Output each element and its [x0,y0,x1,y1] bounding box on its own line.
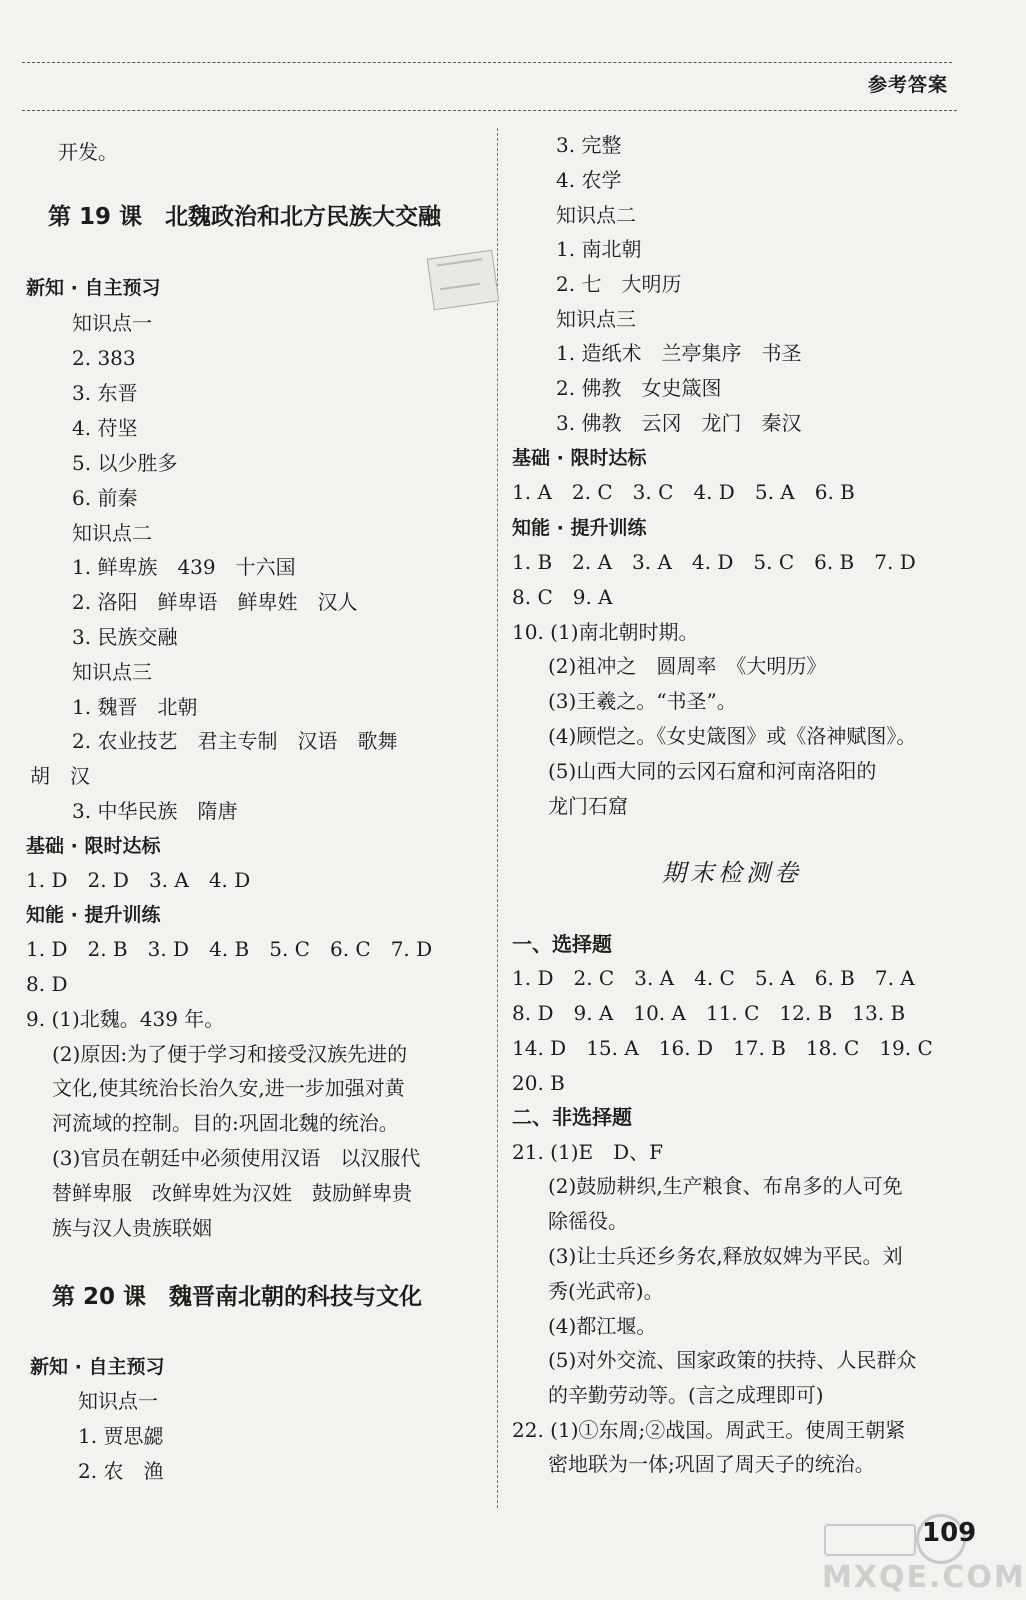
l19-basic-heading: 基础 · 限时达标 [26,835,161,857]
lesson-19-title: 第 19 课 北魏政治和北方民族大交融 [48,204,442,230]
lesson-20-title: 第 20 课 魏晋南北朝的科技与文化 [52,1284,423,1310]
l19-q9-line: (3)官员在朝廷中必须使用汉语 以汉服代 [52,1146,421,1170]
l19-kp1-item: 4. 苻坚 [72,416,138,440]
exam-part1-heading: 一、选择题 [512,932,612,956]
continuation-text: 开发。 [58,140,118,164]
exam-q21-line: (3)让士兵还乡务农,释放奴婢为平民。刘 [548,1244,903,1268]
l19-q9-line: 9. (1)北魏。439 年。 [26,1007,225,1031]
r-kp2-item: 1. 南北朝 [556,237,642,261]
r-basic-answers: 1. A 2. C 3. C 4. D 5. A 6. B [512,480,855,504]
r-kp1-item: 3. 完整 [556,133,622,157]
exam-q21-line: 21. (1)E D、F [512,1140,664,1164]
stamp-mark [427,250,500,311]
l19-kp2-label: 知识点二 [72,521,152,545]
l19-q9-line: 替鲜卑服 改鲜卑姓为汉姓 鼓励鲜卑贵 [52,1181,412,1205]
exam-q22-line: 22. (1)①东周;②战国。周武王。使周王朝紧 [512,1418,906,1442]
r-q10-line: (2)祖冲之 圆周率 《大明历》 [548,654,827,678]
l20-kp1-item: 2. 农 渔 [78,1459,164,1483]
r-q10-line: 龙门石窟 [548,794,628,818]
l19-kp2-item: 1. 鲜卑族 439 十六国 [72,555,296,579]
l19-kp1-label: 知识点一 [72,311,152,335]
r-kp2-label: 知识点二 [556,203,636,227]
r-q10-line: 10. (1)南北朝时期。 [512,620,699,644]
column-divider [497,128,498,1508]
r-skill-answers: 8. C 9. A [512,585,613,609]
l19-kp3-wrap: 胡 汉 [30,764,90,788]
exam-q21-line: 秀(光武帝)。 [548,1279,664,1303]
l19-kp2-item: 2. 洛阳 鲜卑语 鲜卑姓 汉人 [72,590,358,614]
l19-kp3-item: 3. 中华民族 隋唐 [72,799,238,823]
l19-kp1-item: 6. 前秦 [72,486,138,510]
l19-kp1-item: 3. 东晋 [72,381,138,405]
l19-kp3-item: 2. 农业技艺 君主专制 汉语 歌舞 [72,729,398,753]
l19-kp3-item: 1. 魏晋 北朝 [72,695,198,719]
header-title: 参考答案 [867,74,948,96]
l20-kp1-item: 1. 贾思勰 [78,1424,164,1448]
exam-q22-line: 密地联为一体;巩固了周天子的统治。 [548,1452,875,1476]
r-skill-answers: 1. B 2. A 3. A 4. D 5. C 6. B 7. D [512,550,916,574]
r-kp2-item: 2. 七 大明历 [556,272,682,296]
l19-skill-heading: 知能 · 提升训练 [26,904,161,926]
exam-q21-line: (5)对外交流、国家政策的扶持、人民群众 [548,1348,917,1372]
l19-preview-heading: 新知 · 自主预习 [26,277,161,299]
l19-kp1-item: 5. 以少胜多 [72,451,178,475]
r-kp1-item: 4. 农学 [556,168,622,192]
l19-kp3-label: 知识点三 [72,660,152,684]
r-q10-line: (3)王羲之。“书圣”。 [548,689,737,713]
watermark-logo [824,1520,920,1556]
l19-q9-line: 文化,使其统治长治久安,进一步加强对黄 [52,1076,405,1100]
l19-kp2-item: 3. 民族交融 [72,625,178,649]
page-number: 109 [922,1518,977,1548]
r-q10-line: (4)顾恺之。《女史箴图》或《洛神赋图》。 [548,724,917,748]
exam-q21-line: 除徭役。 [548,1209,628,1233]
exam-part2-heading: 二、非选择题 [512,1105,632,1129]
r-kp3-item: 1. 造纸术 兰亭集序 书圣 [556,341,802,365]
l19-q9-line: 族与汉人贵族联姻 [52,1216,212,1240]
exam-title: 期末检测卷 [662,859,802,887]
exam-q21-line: 的辛勤劳动等。(言之成理即可) [548,1383,824,1407]
exam-choice-row: 14. D 15. A 16. D 17. B 18. C 19. C [512,1036,933,1060]
exam-q21-line: (4)都江堰。 [548,1314,657,1338]
l19-q9-line: (2)原因:为了便于学习和接受汉族先进的 [52,1042,408,1066]
watermark-text: MXQE.COM [822,1560,1026,1595]
r-kp3-label: 知识点三 [556,307,636,331]
exam-choice-row: 1. D 2. C 3. A 4. C 5. A 6. B 7. A [512,966,915,990]
l20-kp1-label: 知识点一 [78,1389,158,1413]
exam-choice-row: 20. B [512,1071,565,1095]
r-q10-line: (5)山西大同的云冈石窟和河南洛阳的 [548,759,877,783]
l19-kp1-item: 2. 383 [72,346,136,370]
exam-choice-row: 8. D 9. A 10. A 11. C 12. B 13. B [512,1001,906,1025]
r-basic-heading: 基础 · 限时达标 [512,447,647,469]
r-kp3-item: 3. 佛教 云冈 龙门 秦汉 [556,411,802,435]
l19-q9-line: 河流域的控制。目的:巩固北魏的统治。 [52,1111,399,1135]
l20-preview-heading: 新知 · 自主预习 [30,1356,165,1378]
exam-q21-line: (2)鼓励耕织,生产粮食、布帛多的人可免 [548,1174,903,1198]
header-rule-top [22,62,952,63]
header-rule-bottom [22,110,957,111]
l19-basic-answers: 1. D 2. D 3. A 4. D [26,868,251,892]
r-kp3-item: 2. 佛教 女史箴图 [556,376,722,400]
l19-skill-answers: 8. D [26,972,68,996]
l19-skill-answers: 1. D 2. B 3. D 4. B 5. C 6. C 7. D [26,937,433,961]
r-skill-heading: 知能 · 提升训练 [512,517,647,539]
